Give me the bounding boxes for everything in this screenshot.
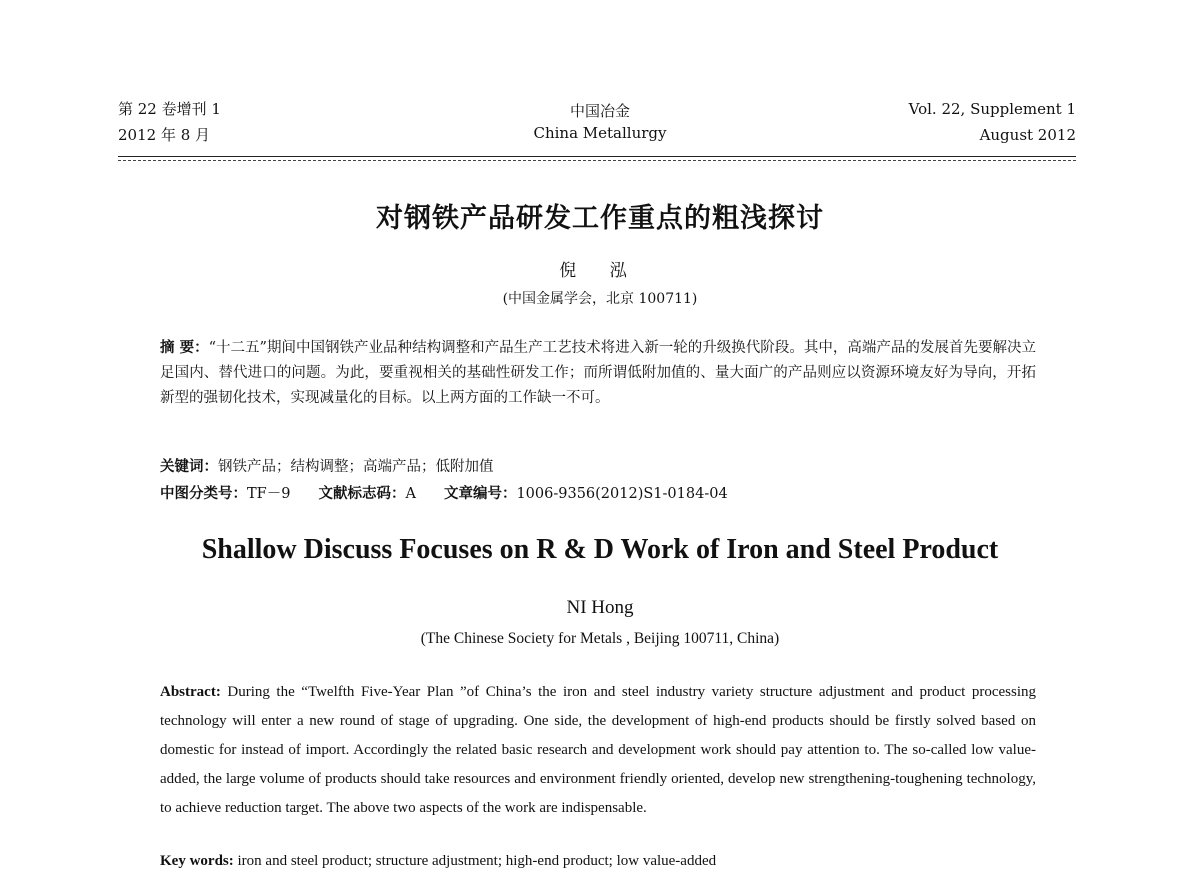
keywords-text-cn: 钢铁产品；结构调整；高端产品；低附加值 — [218, 459, 494, 475]
header-rule — [118, 156, 1076, 157]
journal-name-cn: 中国冶金 — [569, 102, 630, 120]
keywords-text-en: iron and steel product; structure adjustment; high-end product; low value-added — [237, 853, 717, 869]
publication-date-en: August 2012 — [979, 126, 1076, 144]
article-title-en: Shallow Discuss Focuses on R & D Work of Iron and Steel Product — [201, 534, 999, 565]
doc-code-label: 文献标志码： — [318, 486, 406, 502]
abstract-text-en: During the “Twelfth Five-Year Plan ”of China’s the iron and steel industry variety structure adjustment and product processing technology will enter a new round of stage of upgrading. One side, the development of high-end products should be firstly solved based on domestic for instead of import. Accordingly the related basic research and development work should pay attention to. The so-called low value-added, the large volume of products should take resources and environment friendly oriented, develop new strengthening-toughening technology, to achieve reduction target. The above two aspects of the work are indispensable. — [160, 684, 1036, 816]
journal-volume-info — [118, 96, 221, 148]
abstract-text-cn: “十二五”期间中国钢铁产业品种结构调整和产品生产工艺技术将进入新一轮的升级换代阶段。其中，高端产品的发展首先要解决立足国内、替代进口的问题。为此，要重视相关的基础性研发工作；而所谓低附加值的、量大面广的产品则应以资源环境友好为导向，开拓新型的强韧化技术，实现减量化的目标。以上两方面的工作缺一不可。 — [160, 340, 1036, 406]
abstract-label-cn: 摘 要： — [160, 340, 209, 356]
affiliation-cn: (中国金属学会，北京 100711) — [502, 291, 698, 307]
volume-issue: 第 22 卷增刊 1 — [118, 100, 221, 118]
abstract-label-en: Abstract: — [160, 684, 221, 700]
article-no-value: 1006-9356(2012)S1-0184-04 — [516, 486, 728, 502]
classification-line — [160, 482, 728, 506]
article-title-cn: 对钢铁产品研发工作重点的粗浅探讨 — [376, 203, 824, 234]
author-en: NI Hong — [566, 597, 634, 618]
journal-name — [480, 100, 720, 144]
journal-name-en: China Metallurgy — [533, 124, 667, 142]
keywords-label-en: Key words: — [160, 853, 234, 869]
journal-volume-info-en — [909, 96, 1076, 148]
keywords-label-cn: 关键词： — [160, 459, 218, 475]
abstract-cn — [160, 336, 1036, 411]
article-no-label: 文章编号： — [443, 486, 517, 502]
keywords-cn — [160, 455, 494, 479]
publication-date-cn: 2012 年 8 月 — [118, 126, 211, 144]
header-rule-dashed — [118, 160, 1076, 161]
doc-code-value: A — [405, 486, 416, 502]
keywords-en — [160, 849, 716, 873]
affiliation-en: (The Chinese Society for Metals , Beijing 100711, China) — [420, 630, 780, 647]
volume-supplement-en: Vol. 22, Supplement 1 — [908, 100, 1076, 118]
clc-value: TF－9 — [247, 486, 291, 502]
clc-label: 中图分类号： — [160, 486, 247, 502]
abstract-en — [160, 678, 1036, 823]
author-cn: 倪 泓 — [559, 261, 641, 281]
